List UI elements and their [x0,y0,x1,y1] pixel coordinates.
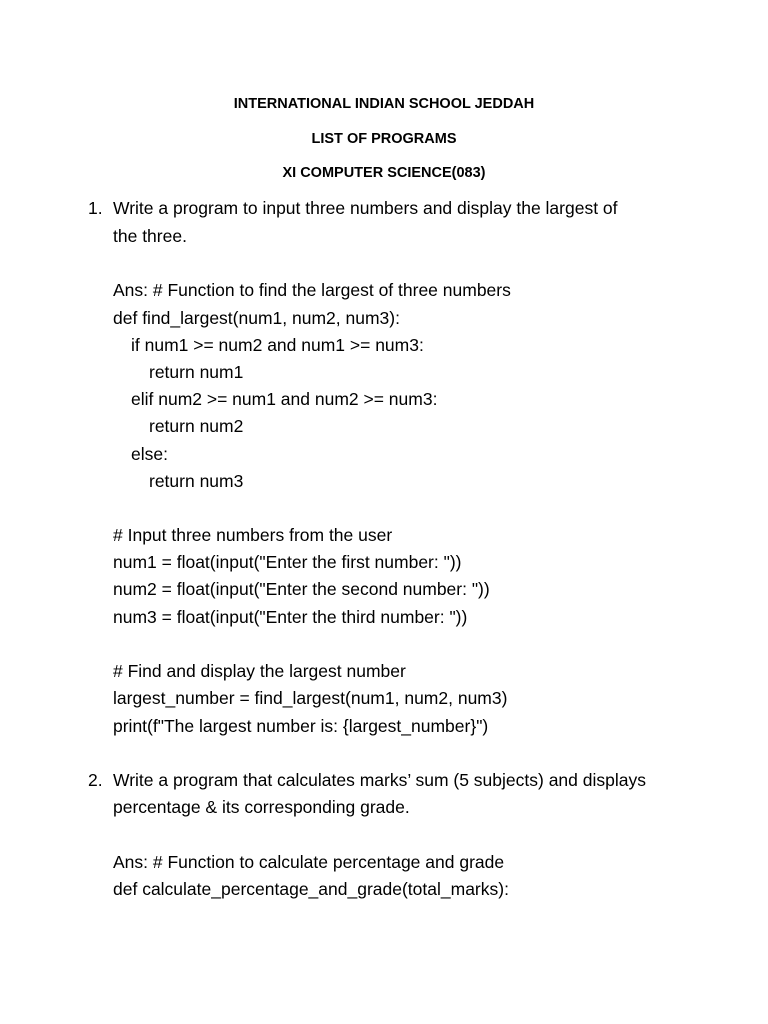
question-1-number: 1. [88,198,103,218]
q1-code-line: if num1 >= num2 and num1 >= num3: [131,335,424,355]
q1-code-line: else: [131,444,168,464]
q1-code-line: Ans: # Function to find the largest of three numbers [113,280,511,300]
question-2-number: 2. [88,770,103,790]
q1-code-line: # Input three numbers from the user [113,525,393,545]
class-subject: XI COMPUTER SCIENCE(083) [282,165,486,181]
q1-code-line: return num2 [149,416,244,436]
question-2-text-line-1: Write a program that calculates marks’ sum (5 subjects) and displays [113,770,646,790]
q1-code-line: num2 = float(input("Enter the second number: ")) [113,579,490,599]
question-1-text-line-1: Write a program to input three numbers and display the largest of [113,198,618,218]
question-1-text-line-2: the three. [113,226,187,246]
q1-code-line: return num1 [149,362,244,382]
q1-code-line: # Find and display the largest number [113,661,406,681]
q1-code-line: def find_largest(num1, num2, num3): [113,308,400,328]
q1-code-line: largest_number = find_largest(num1, num2, num3) [113,688,508,708]
list-title: LIST OF PROGRAMS [311,131,457,147]
school-name: INTERNATIONAL INDIAN SCHOOL JEDDAH [233,96,535,112]
q1-code-line: num3 = float(input("Enter the third number: ")) [113,607,468,627]
q1-code-line: return num3 [149,471,244,491]
q2-code-line: def calculate_percentage_and_grade(total_marks): [113,879,509,899]
q1-code-line: num1 = float(input("Enter the first number: ")) [113,552,462,572]
q2-code-line: Ans: # Function to calculate percentage and grade [113,852,505,872]
q1-code-line: elif num2 >= num1 and num2 >= num3: [131,389,438,409]
question-2-text-line-2: percentage & its corresponding grade. [113,797,410,817]
q1-code-line: print(f"The largest number is: {largest_number}") [113,716,489,736]
